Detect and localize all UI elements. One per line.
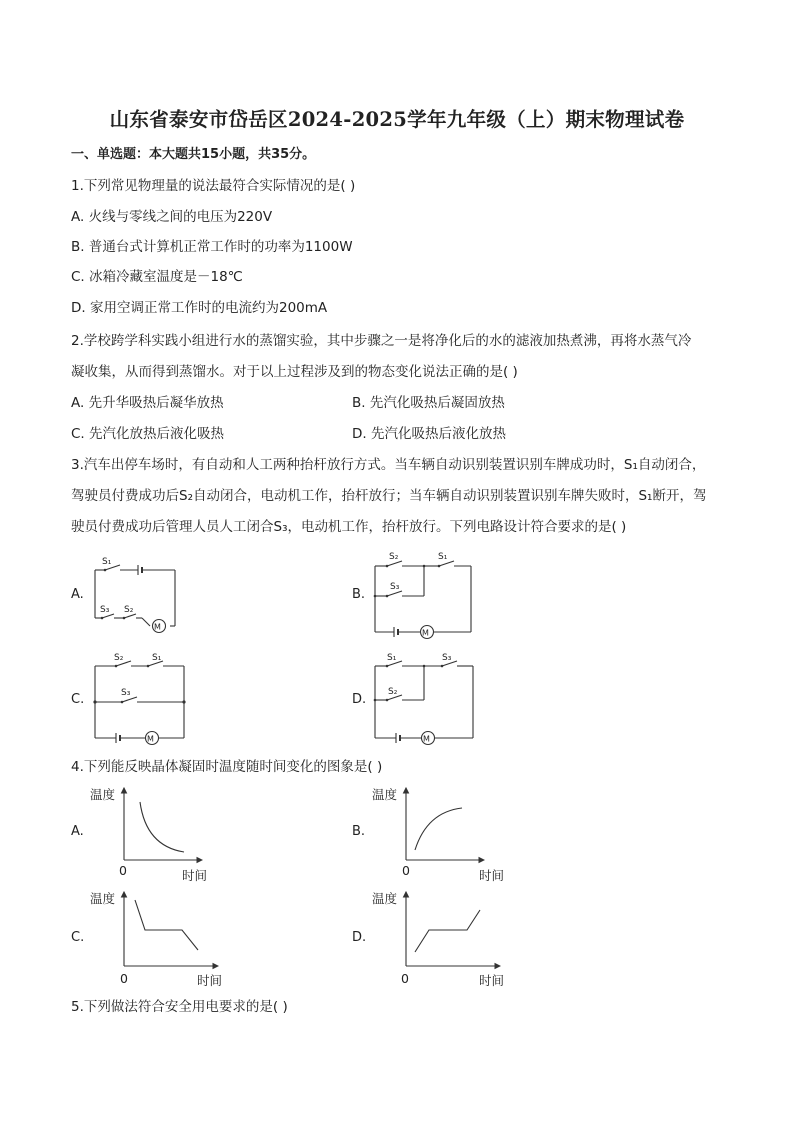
section-heading: 一、单选题：本大题共15小题，共35分。 <box>71 147 316 162</box>
origin-label: 0 <box>402 863 410 878</box>
switch-s3-label: S₃ <box>100 605 110 615</box>
graph-b <box>372 784 522 884</box>
q3-stem-line1: 3.汽车出停车场时，有自动和人工两种抬杆放行方式。当车辆自动识别装置识别车牌成功时，S₁自动闭合， <box>71 457 706 473</box>
switch-s2-label: S₂ <box>114 653 124 663</box>
q5-stem: 5.下列做法符合安全用电要求的是( ) <box>71 999 288 1015</box>
q1-stem: 1.下列常见物理量的说法最符合实际情况的是( ) <box>71 178 356 194</box>
q2-option-a: A. 先升华吸热后凝华放热 <box>71 395 224 411</box>
switch-s2-label: S₂ <box>124 605 134 615</box>
x-axis-label: 时间 <box>479 973 505 988</box>
switch-s1-label: S₁ <box>387 653 397 663</box>
switch-s1-label: S₁ <box>152 653 162 663</box>
origin-label: 0 <box>401 971 409 986</box>
q3-option-d-label: D. <box>352 692 367 707</box>
switch-s3-label: S₃ <box>121 688 131 698</box>
y-axis-label: 温度 <box>372 787 398 802</box>
q1-option-b: B. 普通台式计算机正常工作时的功率为1100W <box>71 239 353 255</box>
q1-option-d: D. 家用空调正常工作时的电流约为200mA <box>71 300 328 316</box>
switch-s2-label: S₂ <box>388 687 398 697</box>
switch-s1-label: S₁ <box>102 557 112 567</box>
y-axis-label: 温度 <box>90 787 116 802</box>
origin-label: 0 <box>119 863 127 878</box>
q2-option-b: B. 先汽化吸热后凝固放热 <box>352 395 505 411</box>
graph-a <box>90 784 240 884</box>
y-axis-label: 温度 <box>372 891 398 906</box>
q4-stem: 4.下列能反映晶体凝固时温度随时间变化的图象是( ) <box>71 759 383 775</box>
q4-option-a-label: A. <box>71 824 84 839</box>
motor-symbol: M <box>422 628 429 638</box>
q1-option-a: A. 火线与零线之间的电压为220V <box>71 209 273 225</box>
q2-stem-line1: 2.学校跨学科实践小组进行水的蒸馏实验，其中步骤之一是将净化后的水的滤液加热煮沸，再将水蒸气冷 <box>71 333 692 349</box>
q2-option-d: D. 先汽化吸热后液化放热 <box>352 426 506 442</box>
switch-s2-label: S₂ <box>389 552 399 562</box>
page-title: 山东省泰安市岱岳区2024-2025学年九年级（上）期末物理试卷 <box>109 108 685 131</box>
circuit-diagram-b <box>372 548 482 638</box>
q4-option-b-label: B. <box>352 824 366 839</box>
temperature-curve <box>415 910 480 952</box>
q3-stem-line3: 驶员付费成功后管理人员人工闭合S₃，电动机工作，抬杆放行。下列电路设计符合要求的是( ) <box>71 519 627 535</box>
q4-option-d-label: D. <box>352 930 367 945</box>
q3-stem-line2: 驾驶员付费成功后S₂自动闭合，电动机工作，抬杆放行；当车辆自动识别装置识别车牌失败时，S₁断开，驾 <box>71 488 707 504</box>
q1-option-c: C. 冰箱冷藏室温度是－18℃ <box>71 269 243 285</box>
switch-s1-label: S₁ <box>438 552 448 562</box>
temperature-curve <box>140 802 184 852</box>
switch-s3-label: S₃ <box>442 653 452 663</box>
origin-label: 0 <box>120 971 128 986</box>
circuit-diagram-a <box>90 556 185 636</box>
motor-symbol: M <box>423 734 430 744</box>
motor-symbol: M <box>147 734 154 744</box>
temperature-curve <box>135 900 198 950</box>
graph-c <box>90 888 240 988</box>
circuit-diagram-c <box>92 652 192 744</box>
y-axis-label: 温度 <box>90 891 116 906</box>
x-axis-label: 时间 <box>182 868 208 883</box>
temperature-curve <box>415 808 462 850</box>
graph-d <box>372 888 522 988</box>
circuit-diagram-d <box>372 652 482 744</box>
q3-option-a-label: A. <box>71 587 84 602</box>
q2-stem-line2: 凝收集，从而得到蒸馏水。对于以上过程涉及到的物态变化说法正确的是( ) <box>71 364 518 380</box>
q4-option-c-label: C. <box>71 930 85 945</box>
x-axis-label: 时间 <box>479 868 505 883</box>
switch-s3-label: S₃ <box>390 582 400 592</box>
q3-option-b-label: B. <box>352 587 366 602</box>
x-axis-label: 时间 <box>197 973 223 988</box>
q2-option-c: C. 先汽化放热后液化吸热 <box>71 426 225 442</box>
motor-symbol: M <box>154 622 161 632</box>
q3-option-c-label: C. <box>71 692 85 707</box>
